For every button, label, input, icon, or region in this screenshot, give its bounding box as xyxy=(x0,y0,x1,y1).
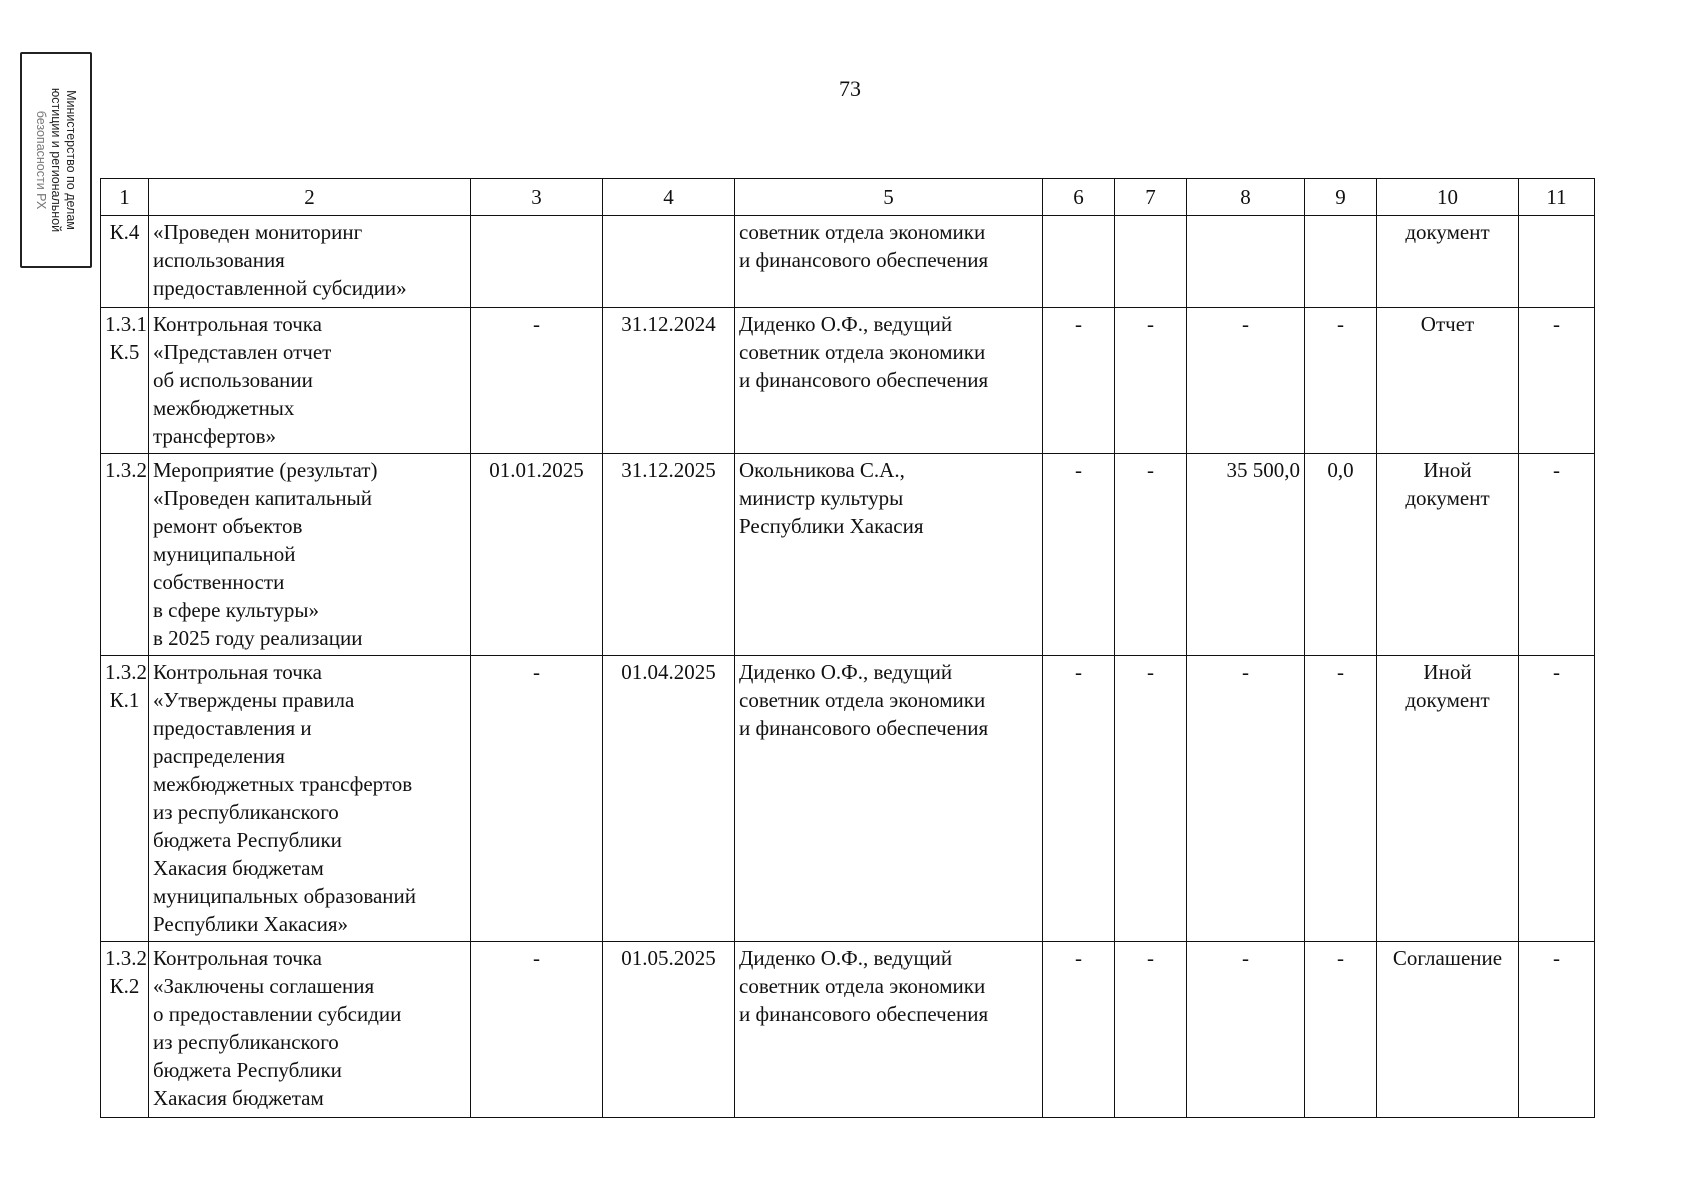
header-cell: 4 xyxy=(603,179,735,216)
table-row xyxy=(101,656,1595,942)
row-start-date: - xyxy=(471,942,603,1118)
row-number: 1.3.2 К.2 xyxy=(101,942,149,1118)
row-col8: - xyxy=(1187,308,1305,454)
row-end-date xyxy=(603,216,735,308)
row-col9: 0,0 xyxy=(1305,454,1377,656)
row-name: Мероприятие (результат) «Проведен капитальный ремонт объектов муниципальной собственности в сфере культуры» в 2025 году реализации xyxy=(149,454,471,656)
row-document-type: Иной документ xyxy=(1377,454,1519,656)
row-col11: - xyxy=(1519,656,1595,942)
activities-table xyxy=(100,178,1595,1118)
row-number: 1.3.1 К.5 xyxy=(101,308,149,454)
table-row xyxy=(101,942,1595,1118)
row-col9: - xyxy=(1305,656,1377,942)
row-col7: - xyxy=(1115,308,1187,454)
row-document-type: Соглашение xyxy=(1377,942,1519,1118)
row-col7: - xyxy=(1115,942,1187,1118)
row-number: 1.3.2 К.1 xyxy=(101,656,149,942)
header-row xyxy=(101,179,1595,216)
row-col8: - xyxy=(1187,656,1305,942)
header-cell: 3 xyxy=(471,179,603,216)
table-row xyxy=(101,308,1595,454)
stamp-line-1: Министерство по делам xyxy=(64,90,79,230)
row-col7: - xyxy=(1115,454,1187,656)
header-cell: 7 xyxy=(1115,179,1187,216)
page-number: 73 xyxy=(839,76,861,101)
stamp-line-2: юстиции и региональной xyxy=(49,87,64,233)
header-cell: 8 xyxy=(1187,179,1305,216)
table-row xyxy=(101,216,1595,308)
row-start-date: - xyxy=(471,656,603,942)
row-start-date: 01.01.2025 xyxy=(471,454,603,656)
stamp-line-3: безопасности РХ xyxy=(34,110,49,210)
row-col9 xyxy=(1305,216,1377,308)
table-row xyxy=(101,454,1595,656)
row-col9: - xyxy=(1305,308,1377,454)
row-col7: - xyxy=(1115,656,1187,942)
row-col6: - xyxy=(1043,308,1115,454)
row-start-date xyxy=(471,216,603,308)
header-cell: 9 xyxy=(1305,179,1377,216)
row-number: 1.3.2 xyxy=(101,454,149,656)
row-responsible: Окольникова С.А., министр культуры Республики Хакасия xyxy=(735,454,1043,656)
row-col6: - xyxy=(1043,454,1115,656)
row-responsible: Диденко О.Ф., ведущий советник отдела экономики и финансового обеспечения xyxy=(735,656,1043,942)
row-document-type: Иной документ xyxy=(1377,656,1519,942)
header-cell: 1 xyxy=(101,179,149,216)
header-cell: 10 xyxy=(1377,179,1519,216)
row-name: Контрольная точка «Заключены соглашения о предоставлении субсидии из республиканского бюджета Республики Хакасия бюджетам xyxy=(149,942,471,1118)
row-col7 xyxy=(1115,216,1187,308)
row-col11: - xyxy=(1519,308,1595,454)
row-col6: - xyxy=(1043,942,1115,1118)
row-col11: - xyxy=(1519,942,1595,1118)
row-col11 xyxy=(1519,216,1595,308)
header-cell: 11 xyxy=(1519,179,1595,216)
row-document-type: документ xyxy=(1377,216,1519,308)
row-col8 xyxy=(1187,216,1305,308)
row-responsible: Диденко О.Ф., ведущий советник отдела экономики и финансового обеспечения xyxy=(735,942,1043,1118)
row-responsible: советник отдела экономики и финансового обеспечения xyxy=(735,216,1043,308)
registration-stamp xyxy=(20,52,92,268)
row-col9: - xyxy=(1305,942,1377,1118)
row-end-date: 31.12.2024 xyxy=(603,308,735,454)
row-start-date: - xyxy=(471,308,603,454)
row-col6: - xyxy=(1043,656,1115,942)
row-col8: - xyxy=(1187,942,1305,1118)
row-name: Контрольная точка «Утверждены правила предоставления и распределения межбюджетных трансфертов из республиканского бюджета Республики Хакасия бюджетам муниципальных образований Республики Хакасия» xyxy=(149,656,471,942)
row-responsible: Диденко О.Ф., ведущий советник отдела экономики и финансового обеспечения xyxy=(735,308,1043,454)
row-end-date: 31.12.2025 xyxy=(603,454,735,656)
header-cell: 2 xyxy=(149,179,471,216)
row-col6 xyxy=(1043,216,1115,308)
row-document-type: Отчет xyxy=(1377,308,1519,454)
row-col11: - xyxy=(1519,454,1595,656)
row-end-date: 01.04.2025 xyxy=(603,656,735,942)
row-name: «Проведен мониторинг использования предоставленной субсидии» xyxy=(149,216,471,308)
row-name: Контрольная точка «Представлен отчет об использовании межбюджетных трансфертов» xyxy=(149,308,471,454)
header-cell: 5 xyxy=(735,179,1043,216)
row-number: К.4 xyxy=(101,216,149,308)
header-cell: 6 xyxy=(1043,179,1115,216)
row-end-date: 01.05.2025 xyxy=(603,942,735,1118)
row-col8: 35 500,0 xyxy=(1187,454,1305,656)
